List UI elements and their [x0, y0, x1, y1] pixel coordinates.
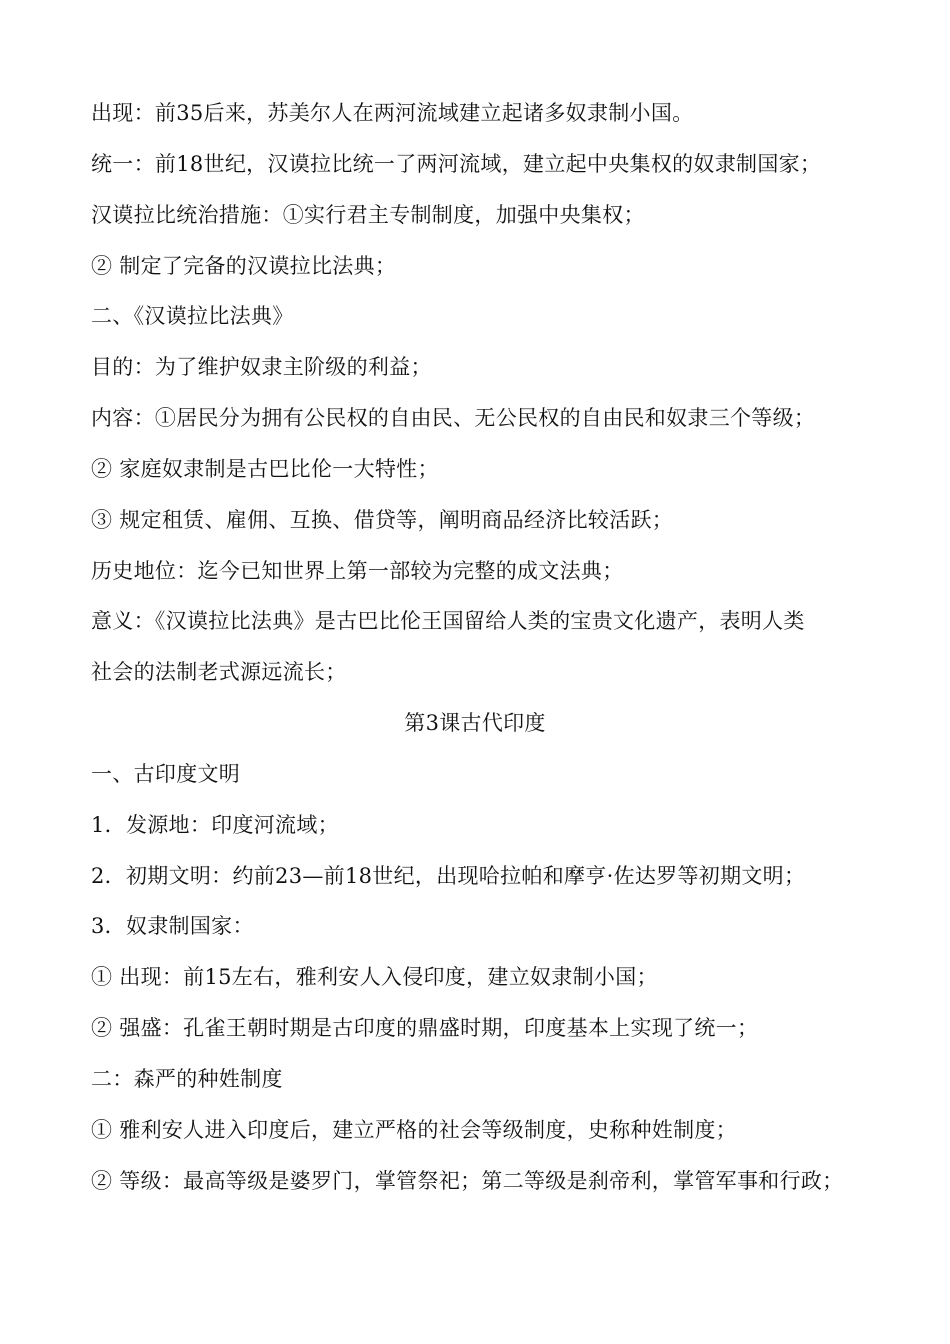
text-line: 目的：为了维护奴隶主阶级的利益； — [91, 355, 432, 379]
text-line: 社会的法制老式源远流长； — [91, 660, 347, 684]
text-line: 出现：前35后来，苏美尔人在两河流域建立起诸多奴隶制小国。 — [91, 101, 694, 125]
lesson-title: 第3课古代印度 — [404, 711, 546, 735]
text-line: ② 强盛：孔雀王朝时期是古印度的鼎盛时期，印度基本上实现了统一； — [91, 1016, 759, 1040]
section-heading: 一、古印度文明 — [91, 762, 241, 786]
text-line: ② 制定了完备的汉谟拉比法典； — [91, 254, 397, 278]
text-line: ③ 规定租赁、雇佣、互换、借贷等，阐明商品经济比较活跃； — [91, 508, 674, 532]
text-line: 历史地位：迄今已知世界上第一部较为完整的成文法典； — [91, 559, 624, 583]
text-line: 2．初期文明：约前23—前18世纪，出现哈拉帕和摩亨·佐达罗等初期文明； — [91, 864, 806, 888]
text-line: 统一：前18世纪，汉谟拉比统一了两河流域，建立起中央集权的奴隶制国家； — [91, 152, 822, 176]
section-heading: 二、《汉谟拉比法典》 — [91, 304, 294, 328]
section-heading: 二：森严的种姓制度 — [91, 1067, 283, 1091]
text-line: ② 等级：最高等级是婆罗门，掌管祭祀；第二等级是刹帝利，掌管军事和行政； — [91, 1169, 844, 1193]
text-line: ② 家庭奴隶制是古巴比伦一大特性； — [91, 457, 439, 481]
text-line: ① 雅利安人进入印度后，建立严格的社会等级制度，史称种姓制度； — [91, 1118, 737, 1142]
text-line: 3．奴隶制国家： — [91, 914, 254, 938]
text-line: 内容：①居民分为拥有公民权的自由民、无公民权的自由民和奴隶三个等级； — [91, 406, 816, 430]
text-line: 1．发源地：印度河流域； — [91, 813, 339, 837]
text-line: 汉谟拉比统治措施：①实行君主专制制度，加强中央集权； — [91, 203, 645, 227]
text-line: ① 出现：前15左右，雅利安人入侵印度，建立奴隶制小国； — [91, 965, 658, 989]
text-line: 意义：《汉谟拉比法典》是古巴比伦王国留给人类的宝贵文化遗产，表明人类 — [91, 609, 805, 633]
